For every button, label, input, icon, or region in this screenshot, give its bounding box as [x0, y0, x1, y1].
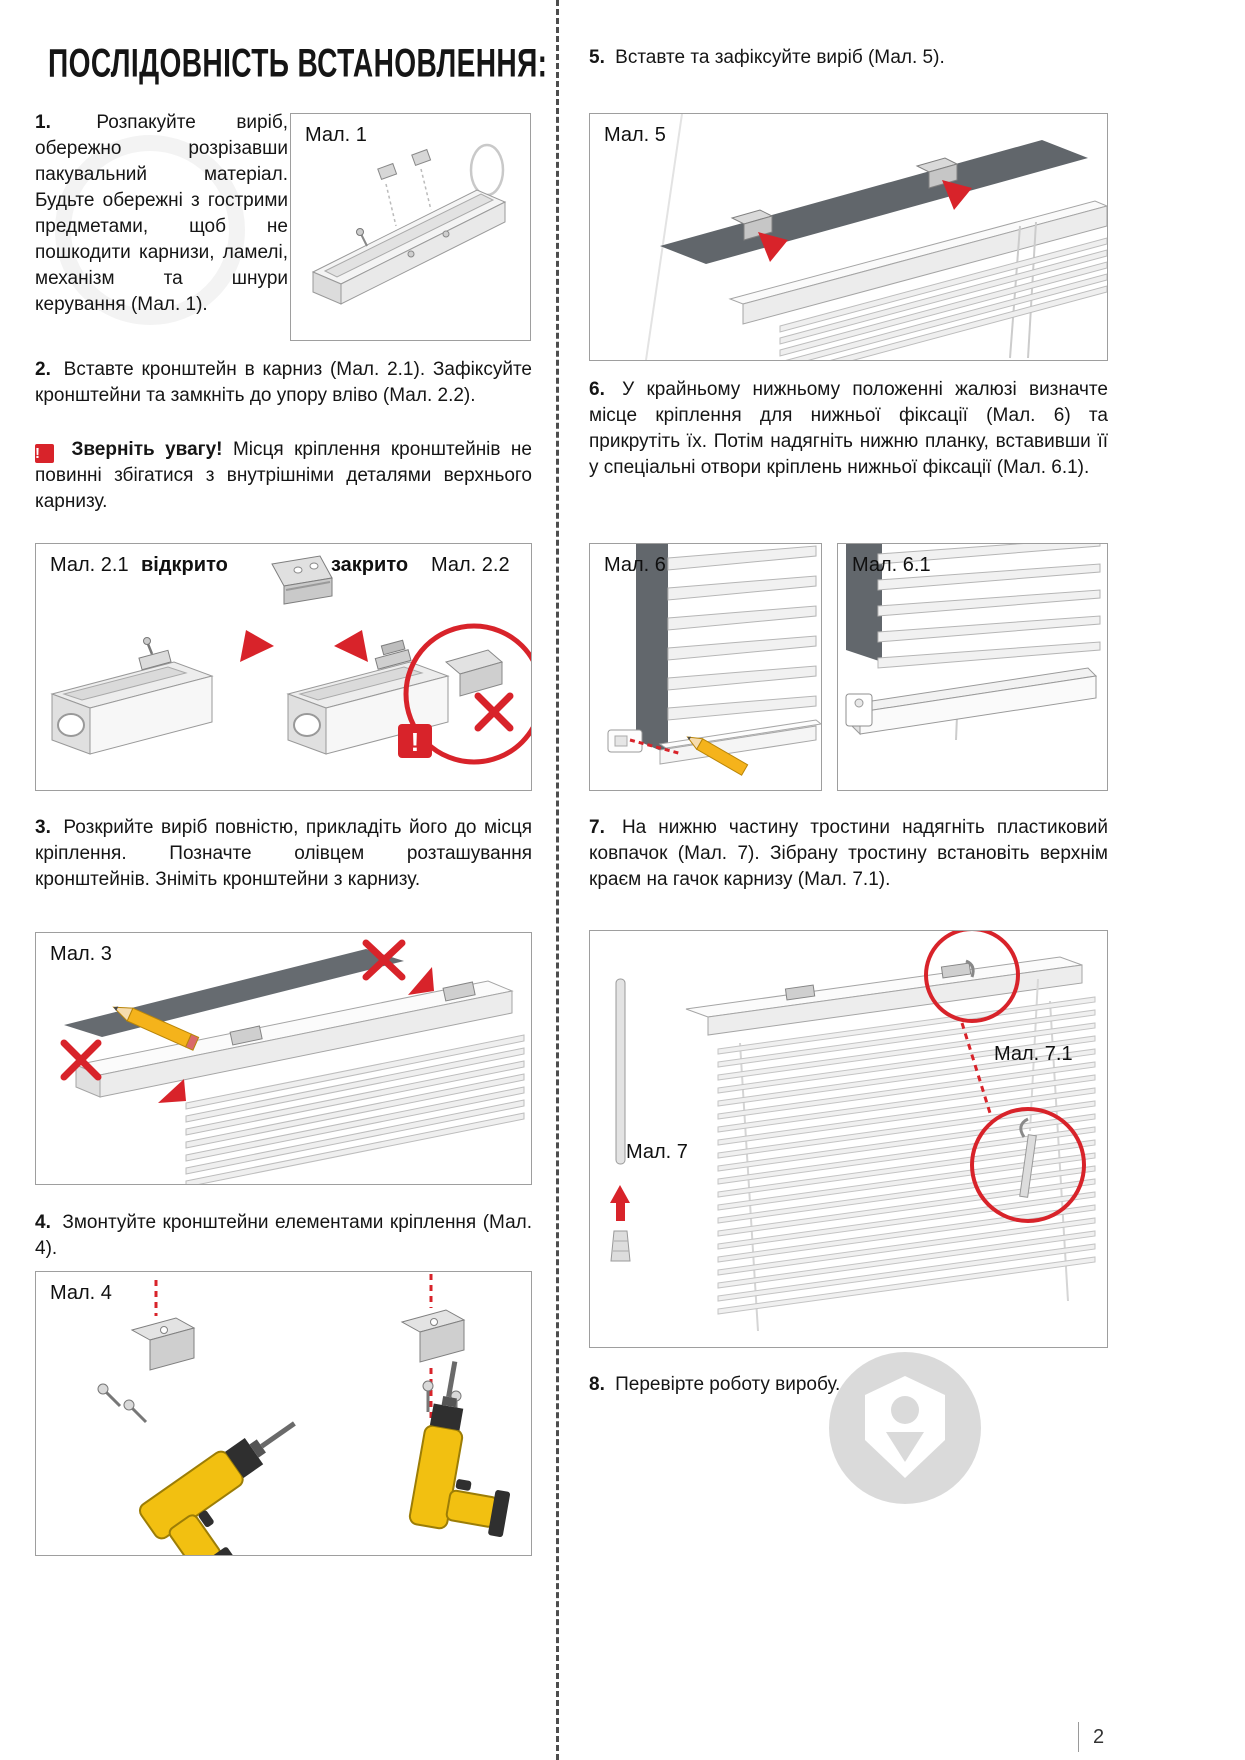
warning-icon: !	[35, 444, 54, 463]
figure-6-1	[837, 543, 1108, 791]
figure-4-label: Мал. 4	[50, 1282, 112, 1304]
warning-text: Місця кріплення кронштейнів не повинні збігатися з внутрішніми деталями верхнього карнизу.	[35, 439, 532, 512]
figure-1	[290, 113, 531, 341]
figure-6	[589, 543, 822, 791]
step-1-text: Розпакуйте виріб, обережно розрізавши пакувальний матеріал. Будьте обережні з гострими предметами, щоб не пошкодити карнизи, ламелі, механізм та шнури керування (Мал. 1).	[35, 112, 288, 315]
figure-6-label: Мал. 6	[604, 554, 666, 576]
figure-2-2-label: Мал. 2.2	[431, 554, 510, 576]
open-label: відкрито	[141, 554, 228, 576]
bracket-icon	[272, 556, 332, 604]
step-4	[35, 1210, 532, 1262]
figure-5	[589, 113, 1108, 361]
cornice-open-icon	[52, 638, 212, 755]
figure-6-1-label: Мал. 6.1	[852, 554, 931, 576]
bracket-icon	[132, 1318, 194, 1370]
step-1-number: 1.	[35, 112, 51, 133]
step-4-number: 4.	[35, 1212, 51, 1233]
screw-icon	[144, 638, 151, 645]
figure-2	[35, 543, 532, 791]
figure-7-label: Мал. 7	[626, 1141, 688, 1163]
step-6	[589, 377, 1108, 481]
step-2-text: Вставте кронштейн в карниз (Мал. 2.1). Зафіксуйте кронштейни та замкніть до упору вліво (Мал. 2.2).	[35, 359, 532, 406]
step-8-number: 8.	[589, 1374, 605, 1395]
step-5-text: Вставте та зафіксуйте виріб (Мал. 5).	[615, 47, 945, 68]
step-5-number: 5.	[589, 47, 605, 68]
step-5	[589, 45, 1108, 71]
bracket-part-icon	[378, 164, 397, 180]
screw-icon	[98, 1381, 461, 1422]
step-6-text: У крайньому нижньому положенні жалюзі визначте місце кріплення для нижньої фіксації (Мал. 6) та прикрутіть їх. Потім надягніть нижню планку, вставивши її у спеціальні отвори кріплень нижньої фіксації (Мал. 6.1).	[589, 379, 1108, 478]
cornice-exploded-illustration	[291, 114, 530, 340]
wand-icon	[616, 979, 625, 1164]
figure-3	[35, 932, 532, 1185]
step-2-warning	[35, 437, 532, 515]
warning-mark: !	[410, 727, 420, 757]
step-1	[35, 110, 288, 318]
wand-cap-icon	[611, 1231, 630, 1261]
bracket-mount-illustration	[36, 544, 531, 790]
step-2	[35, 357, 532, 409]
step-7-number: 7.	[589, 817, 605, 838]
red-arrow-up-icon	[610, 1185, 630, 1221]
screw-icon	[357, 229, 364, 236]
figure-3-label: Мал. 3	[50, 943, 112, 965]
cord-loop-icon	[471, 145, 503, 195]
red-arrow-icon	[334, 630, 368, 662]
fixation-clip-icon	[846, 694, 872, 726]
page-title: ПОСЛІДОВНІСТЬ ВСТАНОВЛЕННЯ:	[48, 42, 548, 87]
step-6-number: 6.	[589, 379, 605, 400]
figure-7	[589, 930, 1108, 1348]
red-arrow-icon	[408, 967, 434, 995]
watermark-logo	[825, 1348, 985, 1508]
bracket-part-icon	[412, 150, 431, 166]
step-3-number: 3.	[35, 817, 51, 838]
figure-4	[35, 1271, 532, 1556]
warning-title: Зверніть увагу!	[71, 439, 223, 460]
drill-icon	[137, 1407, 339, 1555]
figure-7-1-label: Мал. 7.1	[994, 1043, 1073, 1065]
step-3	[35, 815, 532, 893]
bottom-fixation-illustration	[590, 544, 821, 790]
wand-hooked-icon	[1020, 1119, 1037, 1197]
figure-5-label: Мал. 5	[604, 124, 666, 146]
drilling-illustration	[36, 1272, 531, 1555]
red-arrow-icon	[240, 630, 274, 662]
page-number: 2	[1078, 1722, 1104, 1752]
page-divider	[556, 0, 559, 1760]
step-7-text: На нижню частину тростини надягніть пластиковий ковпачок (Мал. 7). Зібрану тростину встановіть верхнім краєм на гачок карнизу (Мал. 7.1).	[589, 817, 1109, 890]
step-7	[589, 815, 1108, 893]
insert-product-illustration	[590, 114, 1107, 360]
step-4-text: Змонтуйте кронштейни елементами кріплення (Мал. 4).	[35, 1212, 532, 1259]
step-2-number: 2.	[35, 359, 51, 380]
marking-illustration	[36, 933, 531, 1184]
fixation-clip-icon	[608, 730, 642, 752]
bracket-icon	[402, 1310, 464, 1362]
figure-2-1-label: Мал. 2.1	[50, 554, 129, 576]
step-8-text: Перевірте роботу виробу.	[615, 1374, 841, 1395]
figure-1-label: Мал. 1	[305, 124, 367, 146]
wand-hook-illustration	[590, 931, 1107, 1347]
bottom-rail-illustration	[838, 544, 1107, 790]
step-3-text: Розкрийте виріб повністю, прикладіть його до місця кріплення. Позначте олівцем розташування кронштейнів. Зніміть кронштейни з карнизу.	[35, 817, 533, 890]
closed-label: закрито	[331, 554, 409, 576]
